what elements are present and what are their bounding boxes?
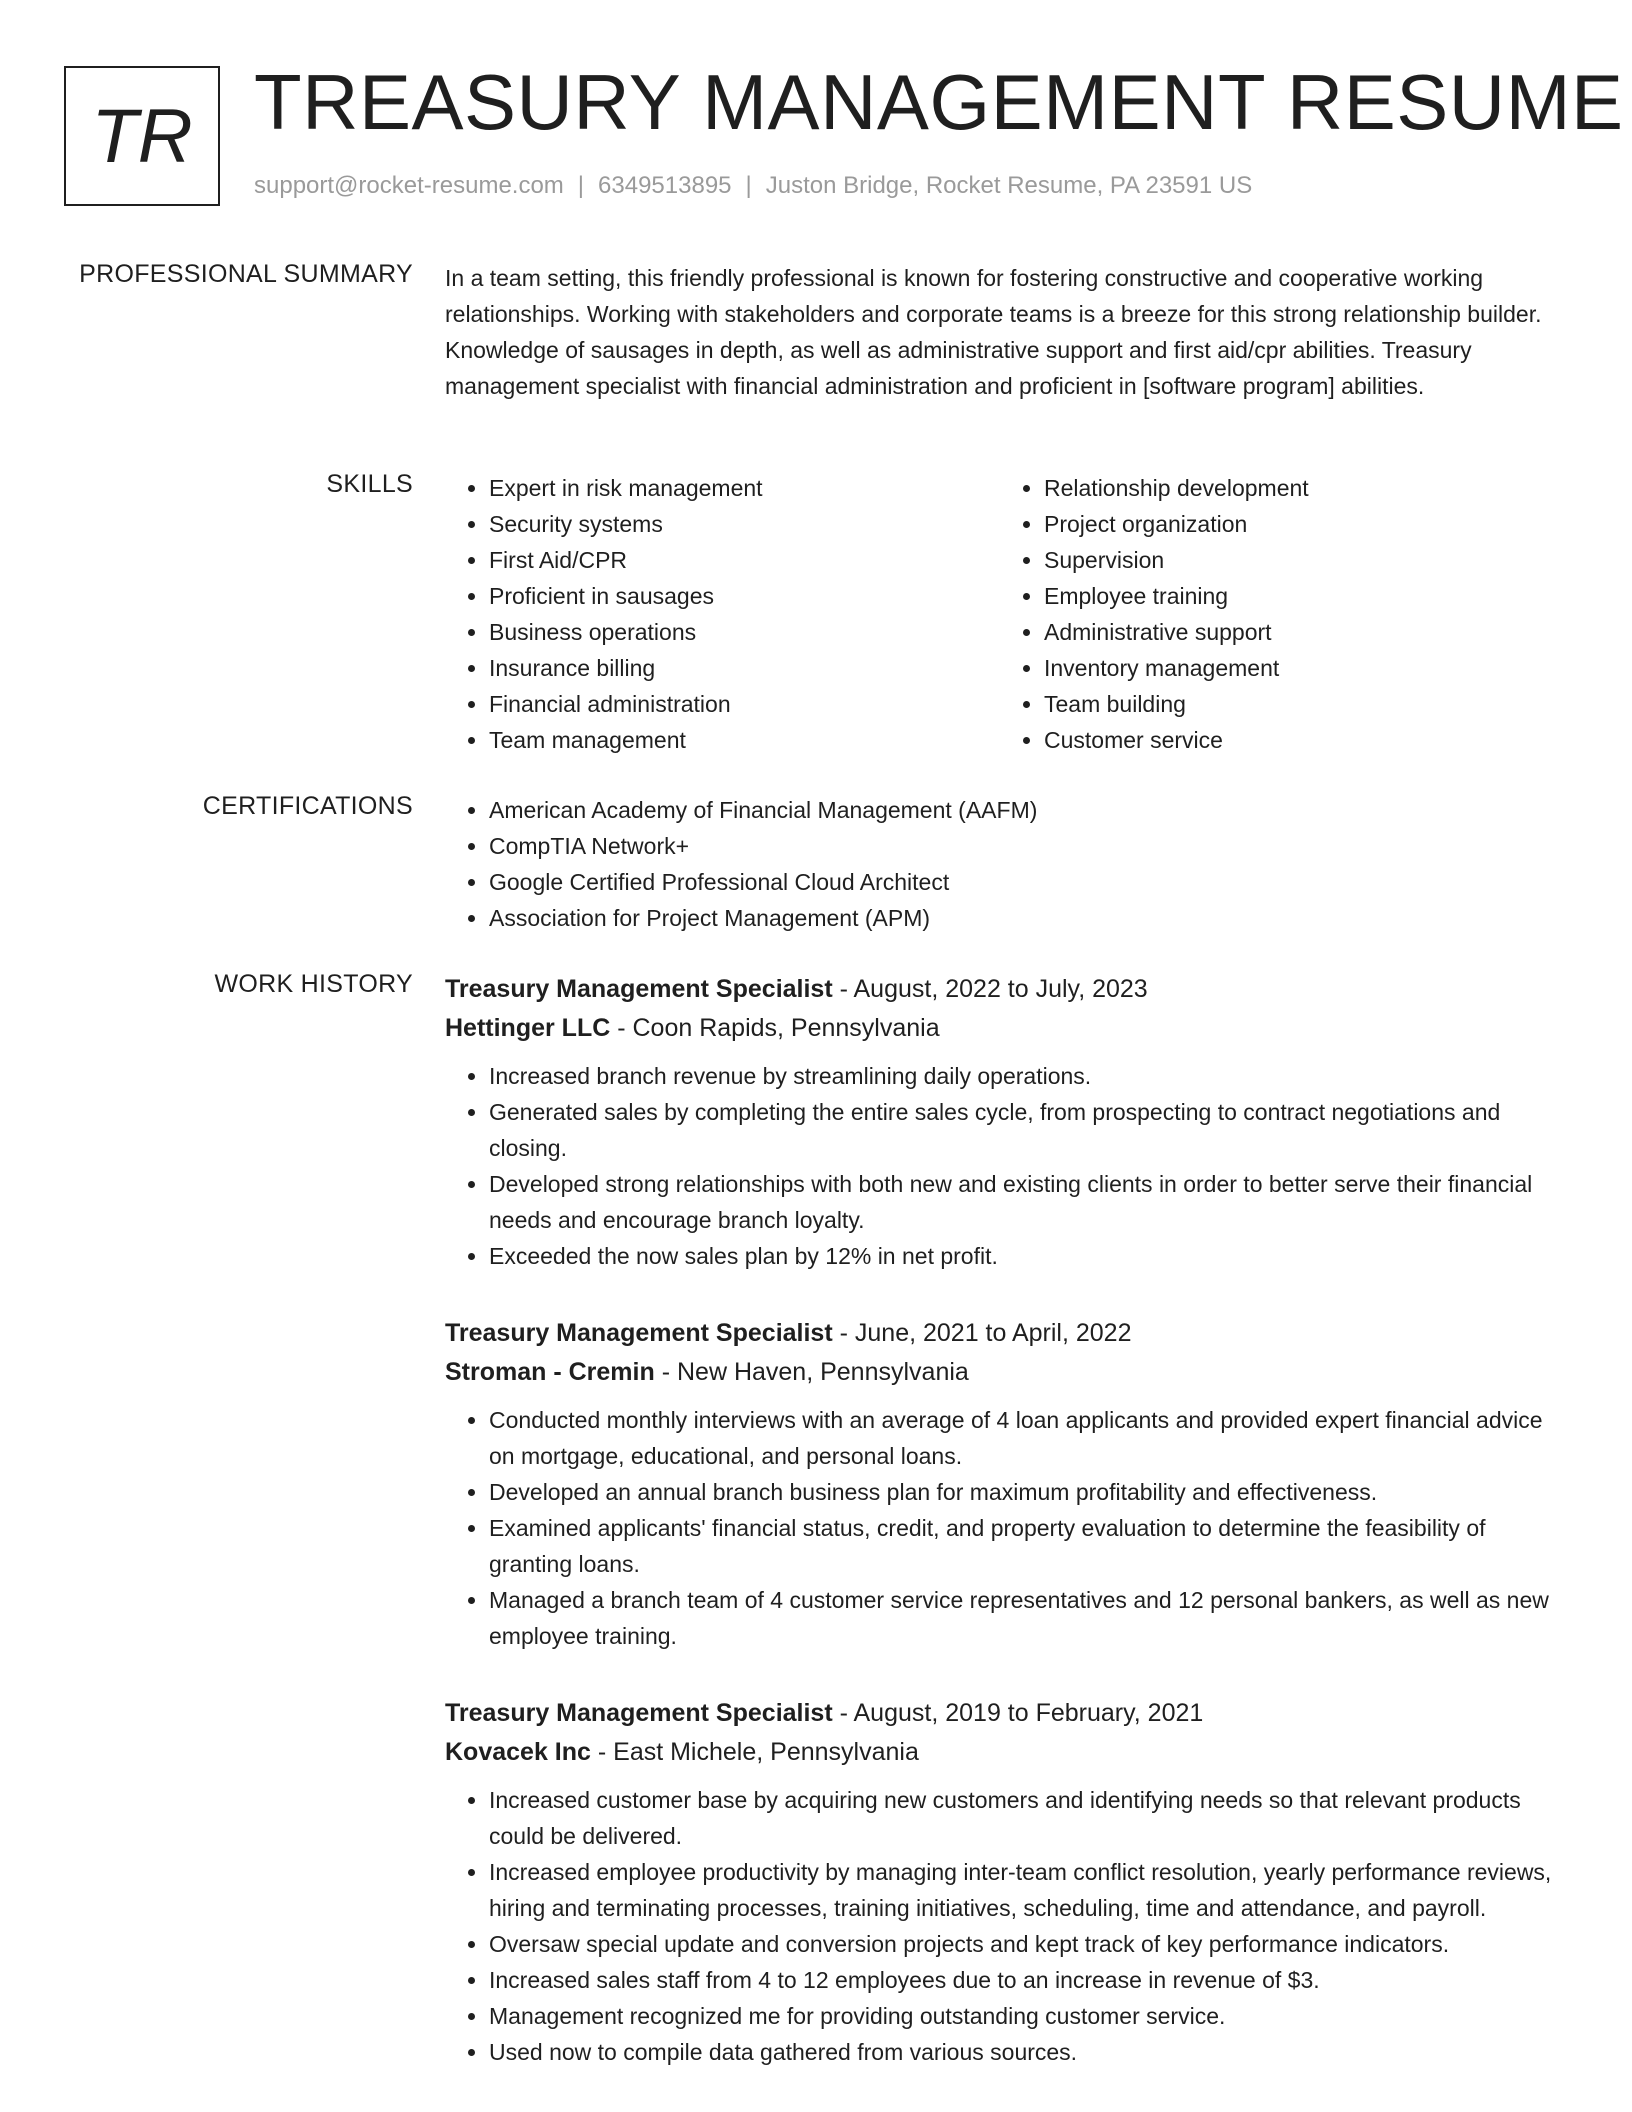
page-title: TREASURY MANAGEMENT RESUME (254, 58, 1624, 146)
skill-item: • Team building (1044, 686, 1555, 722)
certifications-heading: CERTIFICATIONS (202, 792, 413, 820)
job-bullet: • Increased sales staff from 4 to 12 employees due to an increase in revenue of $3. (489, 1962, 1555, 1998)
job-dates: - August, 2022 to July, 2023 (832, 975, 1148, 1003)
skills-list-right (1000, 470, 1555, 758)
job-bullet: • Increased branch revenue by streamlining daily operations. (489, 1058, 1555, 1094)
skill-item: • Financial administration (489, 686, 1000, 722)
contact-separator: | (577, 172, 585, 199)
job-bullet: • Used now to compile data gathered from various sources. (489, 2034, 1555, 2070)
job-entry (445, 1314, 1555, 1654)
skill-item: • Project organization (1044, 506, 1555, 542)
contact-separator: | (745, 172, 752, 199)
job-bullet: • Oversaw special update and conversion projects and kept track of key performance indicators. (489, 1926, 1555, 1962)
job-bullet: • Developed strong relationships with both new and existing clients in order to better serve their financial needs and encourage branch loyalty. (489, 1166, 1555, 1238)
certification-item: • American Academy of Financial Management (AAFM) (489, 792, 1555, 828)
job-bullets (445, 1782, 1555, 2070)
skill-item: • Customer service (1044, 722, 1555, 758)
skill-item: • Security systems (489, 506, 1000, 542)
skill-item: • Supervision (1044, 542, 1555, 578)
job-bullet: • Increased customer base by acquiring new customers and identifying needs so that relevant products could be delivered. (489, 1782, 1555, 1854)
work-history-heading: WORK HISTORY (214, 970, 413, 998)
skill-item: • Expert in risk management (489, 470, 1000, 506)
job-dates: - August, 2019 to February, 2021 (832, 1699, 1204, 1727)
job-bullet: • Examined applicants' financial status, credit, and property evaluation to determine the feasibility of granting loans. (489, 1510, 1555, 1582)
job-bullet: • Management recognized me for providing outstanding customer service. (489, 1998, 1555, 2034)
job-bullet: • Exceeded the now sales plan by 12% in net profit. (489, 1238, 1555, 1274)
job-company: Kovacek Inc (445, 1738, 591, 1766)
job-company: Hettinger LLC (445, 1014, 611, 1042)
job-bullets (445, 1058, 1555, 1274)
job-dates: - June, 2021 to April, 2022 (832, 1319, 1132, 1347)
skills-list-left (445, 470, 1000, 758)
skill-item: • First Aid/CPR (489, 542, 1000, 578)
job-bullet: • Generated sales by completing the entire sales cycle, from prospecting to contract negotiations and closing. (489, 1094, 1555, 1166)
skill-item: • Employee training (1044, 578, 1555, 614)
job-location: - Coon Rapids, Pennsylvania (610, 1014, 940, 1042)
summary-text: In a team setting, this friendly professional is known for fostering constructive and cooperative working relationships. Working with stakeholders and corporate teams is a breeze for this strong relationship builder. Knowledge of sausages in depth, as well as administrative support and first aid/cpr abilities. Treasury management specialist with financial administration and proficient in [software program] abilities. (445, 265, 1542, 399)
job-entry (445, 1694, 1555, 2070)
job-location: - New Haven, Pennsylvania (654, 1358, 969, 1386)
job-bullet: • Developed an annual branch business plan for maximum profitability and effectiveness. (489, 1474, 1555, 1510)
summary-heading: PROFESSIONAL SUMMARY (79, 260, 413, 288)
skill-item: • Inventory management (1044, 650, 1555, 686)
job-company: Stroman - Cremin (445, 1358, 655, 1386)
job-title: Treasury Management Specialist (445, 975, 833, 1003)
contact-line (254, 172, 1252, 200)
job-title: Treasury Management Specialist (445, 1699, 833, 1727)
skill-item: • Team management (489, 722, 1000, 758)
skill-item: • Insurance billing (489, 650, 1000, 686)
skill-item: • Administrative support (1044, 614, 1555, 650)
skill-item: • Business operations (489, 614, 1000, 650)
certification-item: • Google Certified Professional Cloud Architect (489, 864, 1555, 900)
skills-heading: SKILLS (326, 470, 413, 498)
job-location: - East Michele, Pennsylvania (590, 1738, 919, 1766)
job-bullet: • Managed a branch team of 4 customer service representatives and 12 personal bankers, as well as new employee training. (489, 1582, 1555, 1654)
skill-item: • Proficient in sausages (489, 578, 1000, 614)
certification-item: • Association for Project Management (APM) (489, 900, 1555, 936)
contact-email: support@rocket-resume.com (254, 172, 564, 199)
monogram-logo: TR (64, 66, 220, 206)
skill-item: • Relationship development (1044, 470, 1555, 506)
job-entry (445, 970, 1555, 1274)
job-bullet: • Increased employee productivity by managing inter-team conflict resolution, yearly performance reviews, hiring and terminating processes, training initiatives, scheduling, time and attendance, and payroll. (489, 1854, 1555, 1926)
contact-address: Juston Bridge, Rocket Resume, PA 23591 US (765, 172, 1253, 199)
job-title: Treasury Management Specialist (445, 1319, 833, 1347)
contact-phone: 6349513895 (598, 172, 732, 199)
certification-item: • CompTIA Network+ (489, 828, 1555, 864)
certifications-list (445, 792, 1555, 936)
job-bullets (445, 1402, 1555, 1654)
job-bullet: • Conducted monthly interviews with an average of 4 loan applicants and provided expert financial advice on mortgage, educational, and personal loans. (489, 1402, 1555, 1474)
